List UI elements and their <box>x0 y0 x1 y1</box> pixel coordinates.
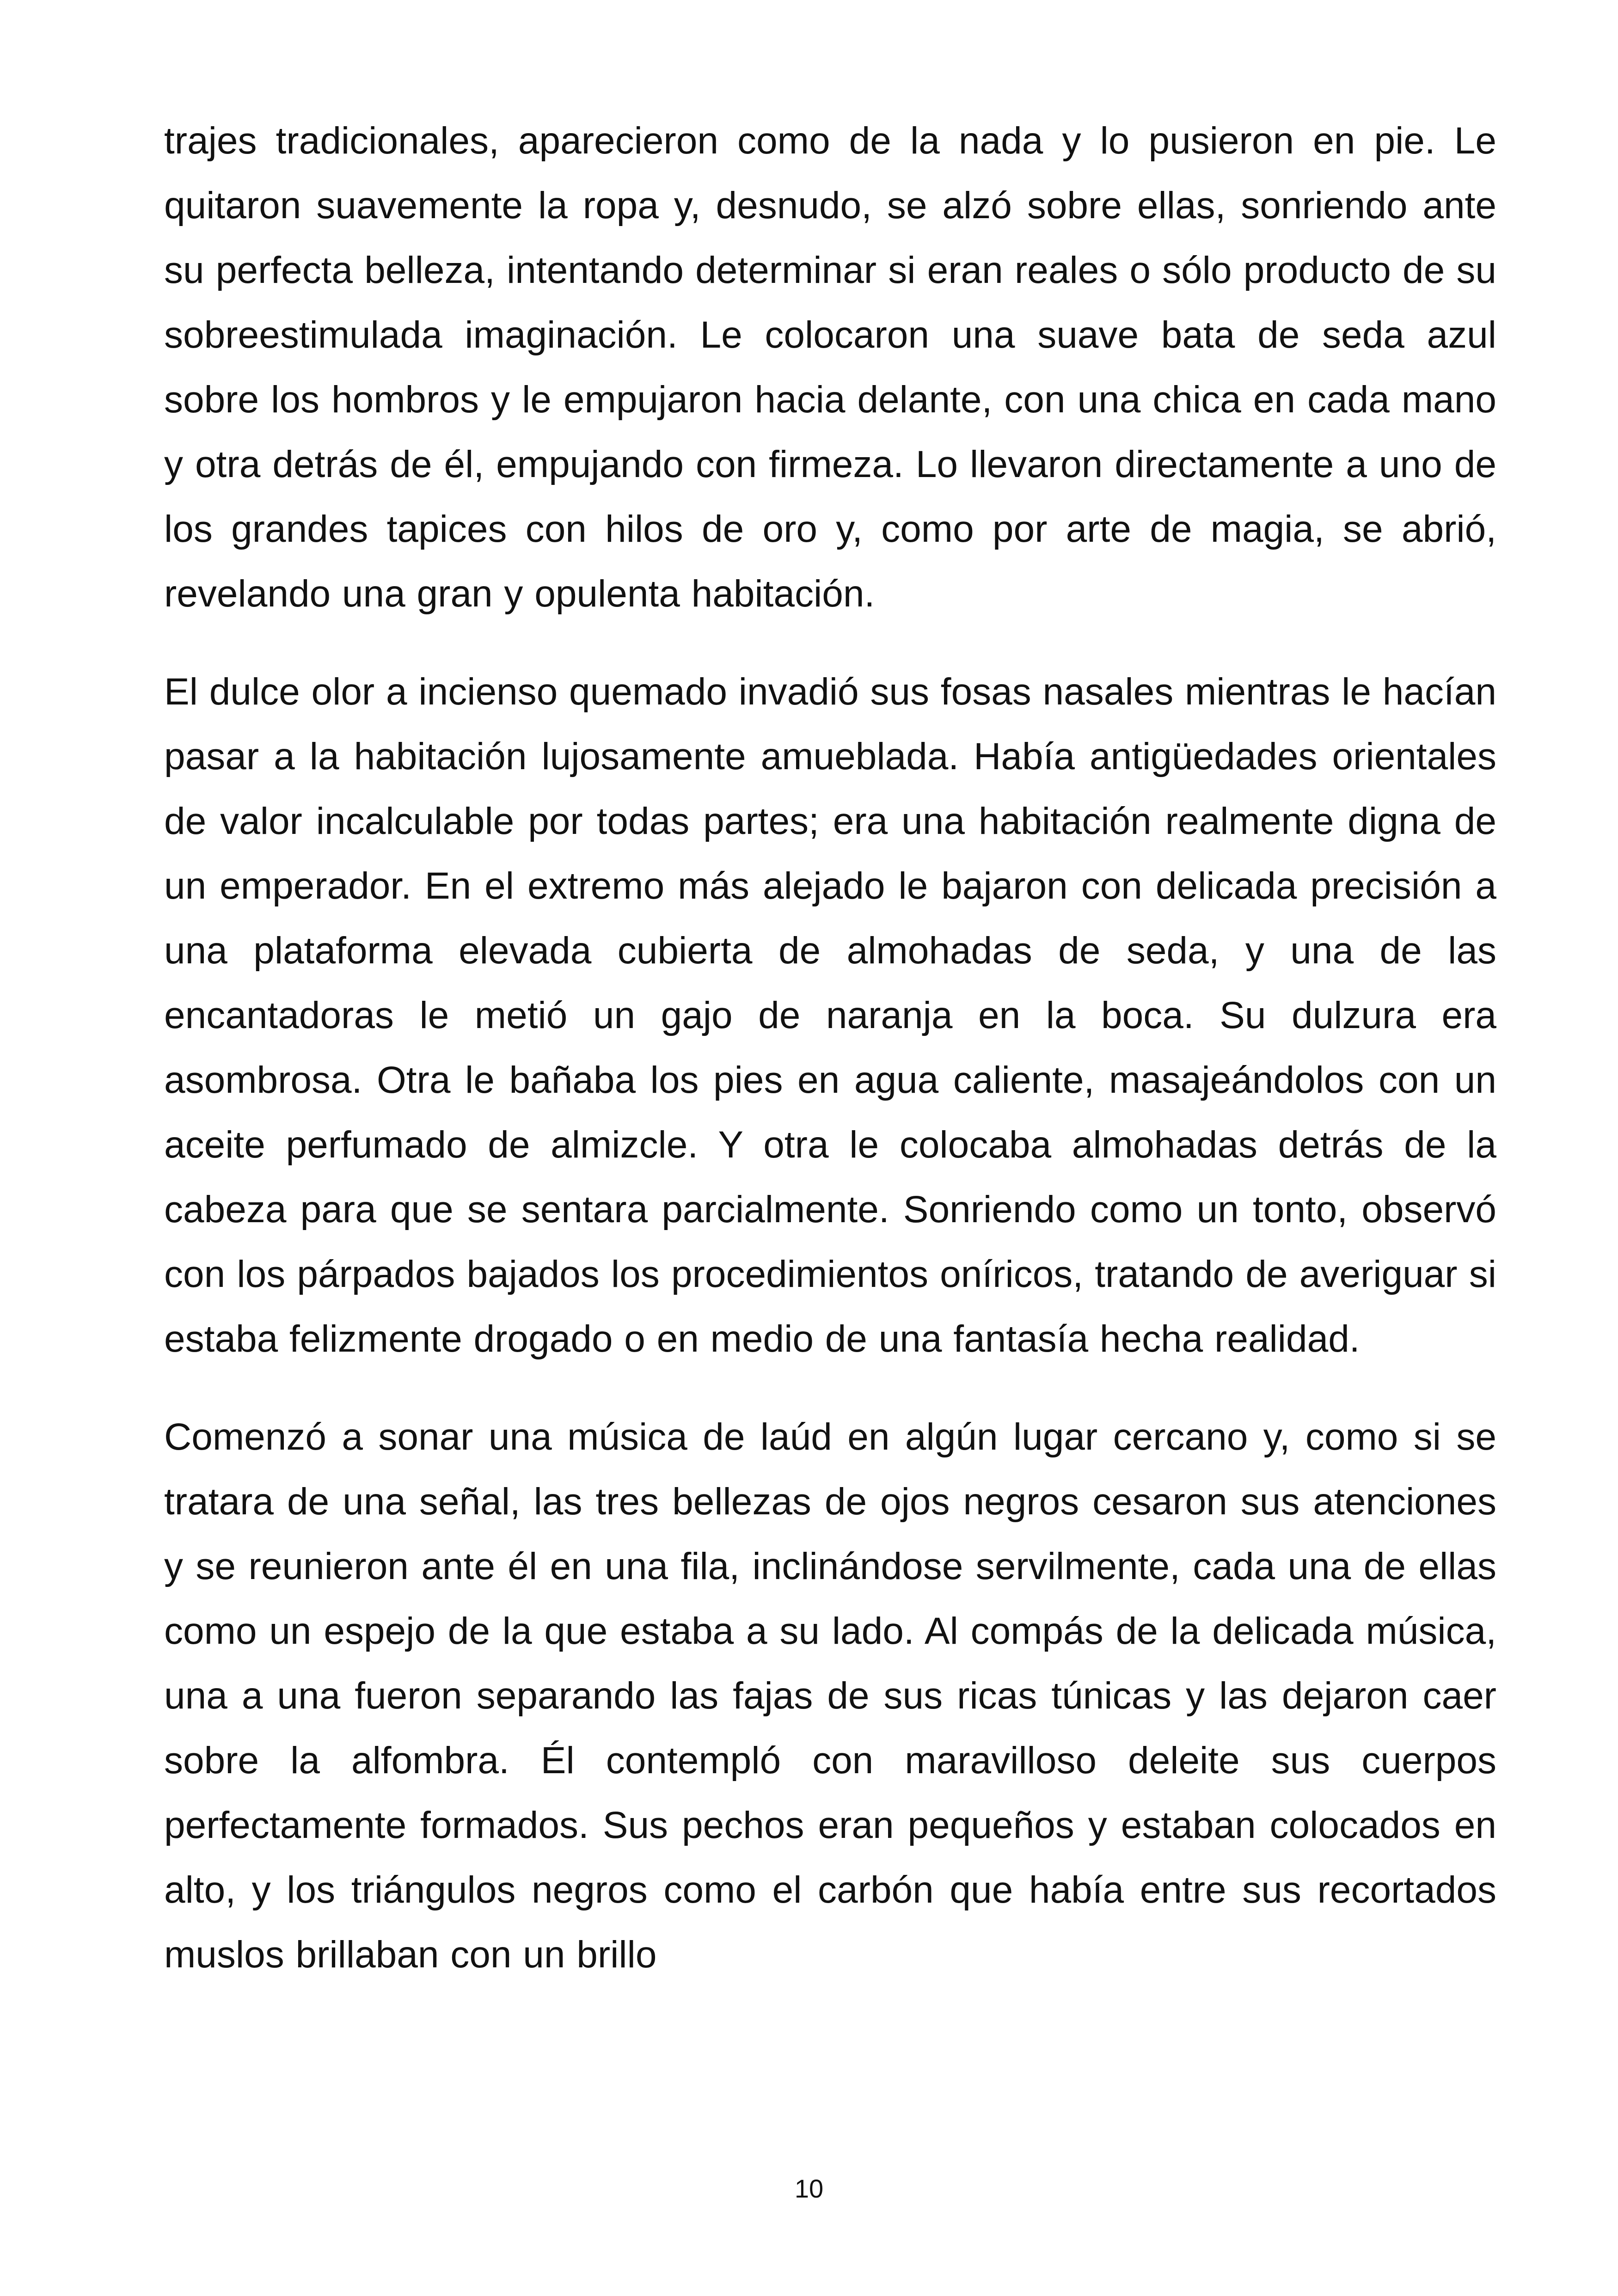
paragraph-3: Comenzó a sonar una música de laúd en algún lugar cercano y, como si se tratara de una señal, las tres bellezas de ojos negros cesaron sus atenciones y se reunieron ante él en una fila, inclinándose servilmente, cada una de ellas como un espejo de la que estaba a su lado. Al compás de la delicada música, una a una fueron separando las fajas de sus ricas túnicas y las dejaron caer sobre la alfombra. Él contempló con maravilloso deleite sus cuerpos perfectamente formados. Sus pechos eran pequeños y estaban colocados en alto, y los triángulos negros como el carbón que había entre sus recortados muslos brillaban con un brillo <box>164 1416 1496 1976</box>
page-number: 10 <box>794 2174 824 2203</box>
page-body <box>164 109 1496 1987</box>
paragraph-1: trajes tradicionales, aparecieron como de la nada y lo pusieron en pie. Le quitaron suavemente la ropa y, desnudo, se alzó sobre ellas, sonriendo ante su perfecta belleza, intentando determinar si eran reales o sólo producto de su sobreestimulada imaginación. Le colocaron una suave bata de seda azul sobre los hombros y le empujaron hacia delante, con una chica en cada mano y otra detrás de él, empujando con firmeza. Lo llevaron directamente a uno de los grandes tapices con hilos de oro y, como por arte de magia, se abrió, revelando una gran y opulenta habitación. <box>164 120 1496 615</box>
paragraph-2: El dulce olor a incienso quemado invadió sus fosas nasales mientras le hacían pasar a la habitación lujosamente amueblada. Había antigüedades orientales de valor incalculable por todas partes; era una habitación realmente digna de un emperador. En el extremo más alejado le bajaron con delicada precisión a una plataforma elevada cubierta de almohadas de seda, y una de las encantadoras le metió un gajo de naranja en la boca. Su dulzura era asombrosa. Otra le bañaba los pies en agua caliente, masajeándolos con un aceite perfumado de almizcle. Y otra le colocaba almohadas detrás de la cabeza para que se sentara parcialmente. Sonriendo como un tonto, observó con los párpados bajados los procedimientos oníricos, tratando de averiguar si estaba felizmente drogado o en medio de una fantasía hecha realidad. <box>164 671 1496 1360</box>
